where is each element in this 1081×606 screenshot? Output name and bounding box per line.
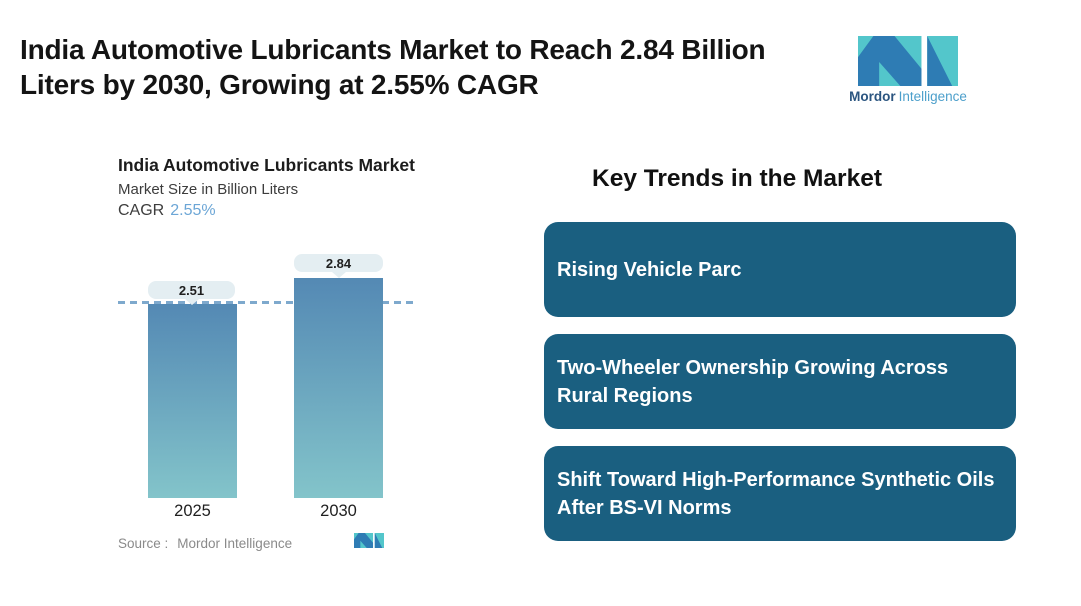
chart-title: India Automotive Lubricants Market — [118, 155, 415, 175]
value-label-pill-2030 — [294, 254, 383, 272]
bar-2030 — [294, 278, 383, 498]
trend-card-label: Rising Vehicle Parc — [557, 258, 742, 281]
mordor-logo-icon — [858, 36, 958, 86]
page-title-line2: Liters by 2030, Growing at 2.55% CAGR — [20, 69, 539, 100]
x-axis-label-2030: 2030 — [320, 502, 357, 520]
mordor-logo-small-icon — [354, 533, 384, 548]
value-label-pill-2025 — [148, 281, 235, 299]
bar-2025 — [148, 304, 237, 498]
pill-pointer-icon — [185, 299, 199, 305]
trend-card-label: Two-Wheeler Ownership Growing Across Rural Regions — [557, 356, 949, 407]
logo-wordmark — [846, 89, 970, 104]
mordor-intelligence-logo — [846, 36, 970, 104]
chart-source — [118, 536, 292, 551]
pill-pointer-icon — [332, 272, 346, 278]
page-title — [20, 32, 852, 102]
chart-subtitle: Market Size in Billion Liters — [118, 181, 299, 198]
x-axis-label-2025: 2025 — [174, 502, 211, 520]
trend-card-rising-vehicle-parc — [544, 222, 1016, 317]
value-label-2025: 2.51 — [178, 282, 205, 298]
trends-heading: Key Trends in the Market — [592, 165, 883, 192]
chart-cagr-row — [118, 202, 216, 220]
trend-card-two-wheeler-ownership — [544, 334, 1016, 429]
logo-word-intelligence: Intelligence — [898, 89, 967, 104]
source-prefix: Source : — [118, 536, 169, 551]
cagr-value: 2.55% — [170, 202, 216, 219]
cagr-label: CAGR — [118, 202, 165, 219]
trend-card-synthetic-oils — [544, 446, 1016, 541]
source-name: Mordor Intelligence — [177, 536, 293, 551]
trend-card-label: Shift Toward High-Performance Synthetic Oils After BS-VI Norms — [557, 468, 995, 519]
logo-word-mordor: Mordor — [849, 89, 896, 104]
page-title-line1: India Automotive Lubricants Market to Reach 2.84 Billion — [20, 34, 766, 65]
value-label-2030: 2.84 — [325, 255, 352, 271]
